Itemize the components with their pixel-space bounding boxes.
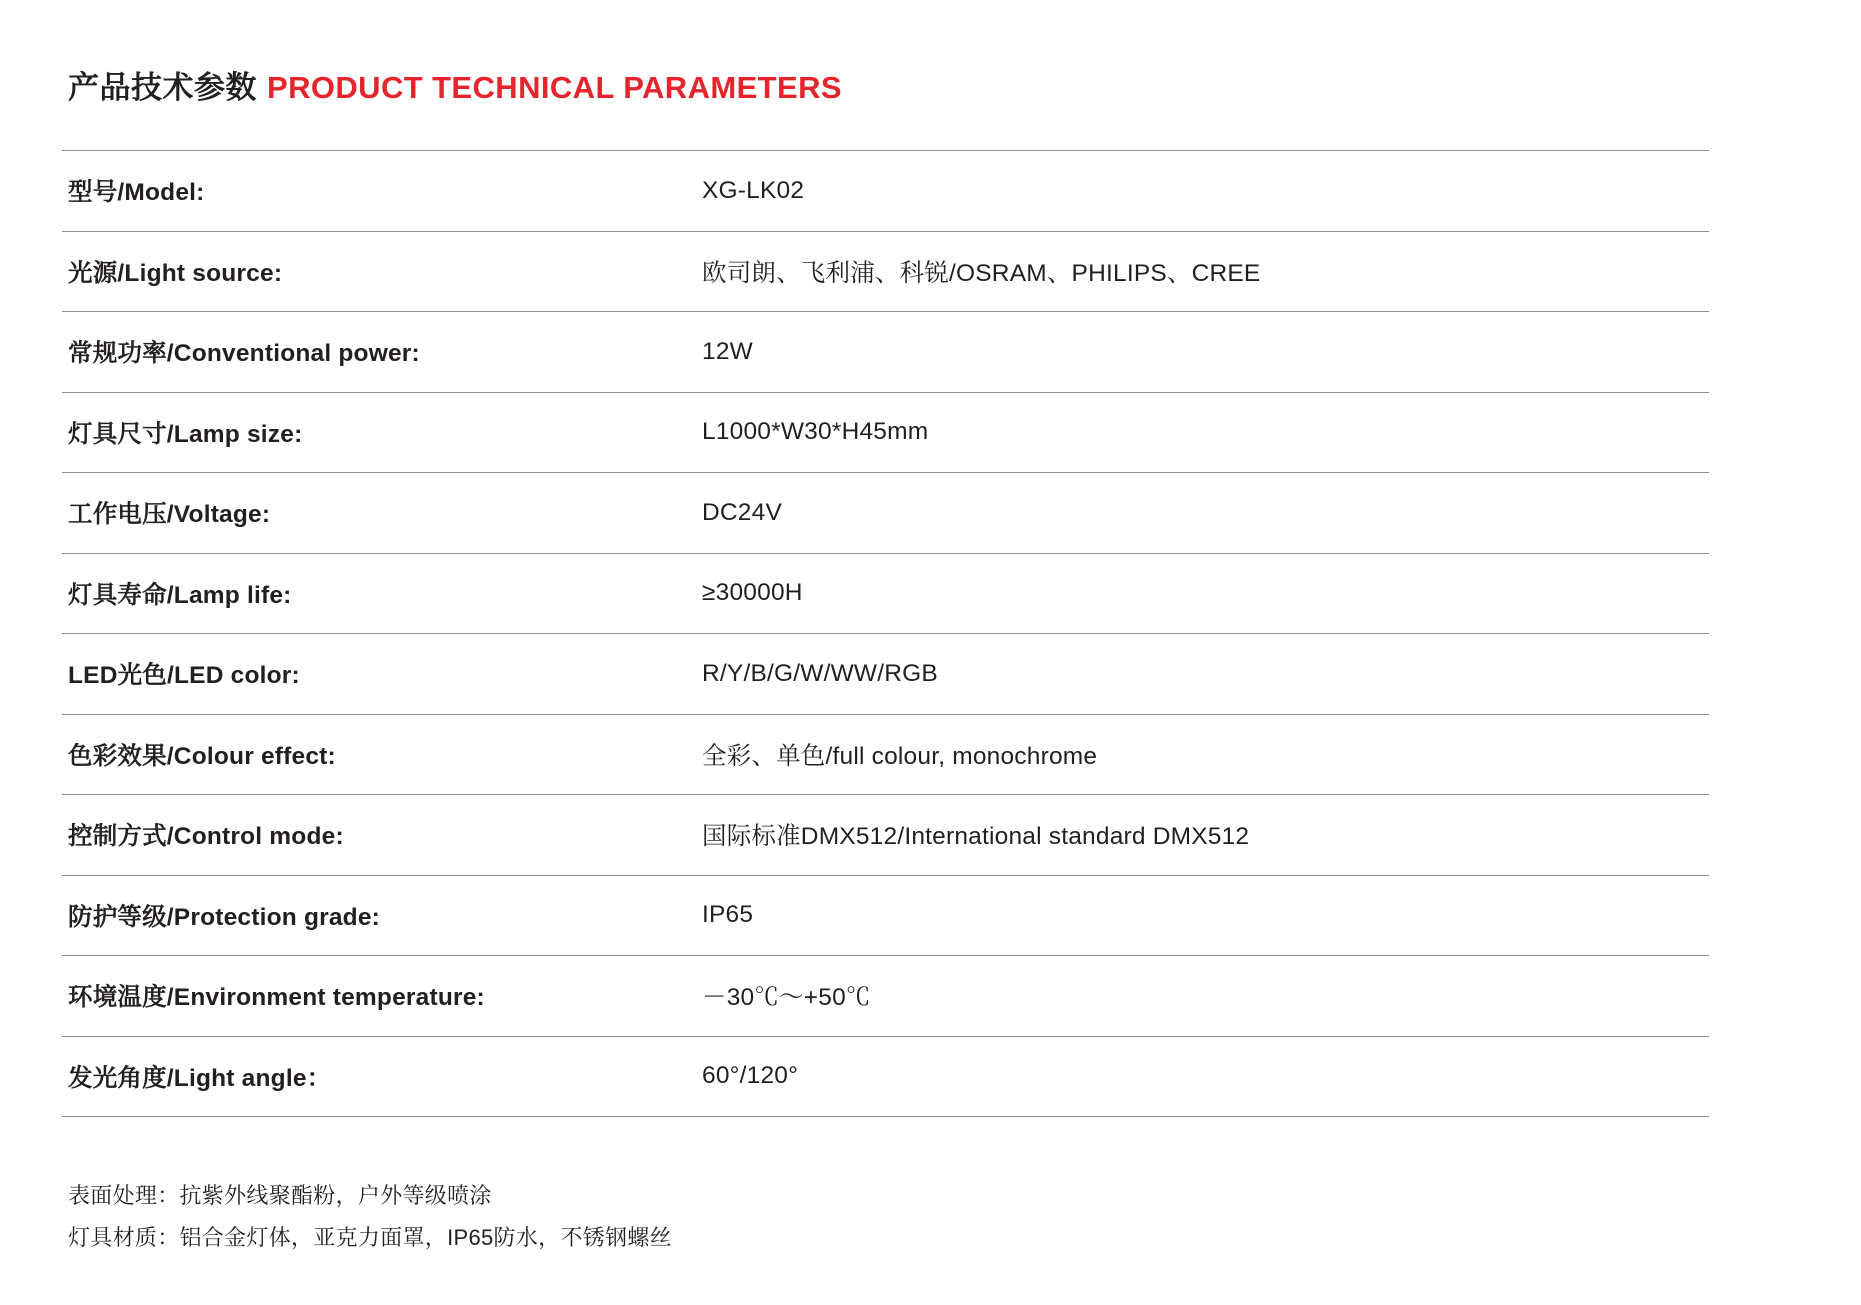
- page-title-cn: 产品技术参数: [68, 70, 257, 105]
- spec-label: 控制方式/Control mode:: [68, 823, 344, 851]
- notes-block: [68, 1175, 672, 1259]
- spec-value: 全彩、单色/full colour, monochrome: [702, 742, 1098, 770]
- spec-label: 防护等级/Protection grade:: [68, 903, 381, 931]
- spec-label: 灯具寿命/Lamp life:: [68, 581, 292, 609]
- spec-value: DC24V: [702, 498, 782, 526]
- table-row: [62, 311, 1709, 392]
- table-row: [62, 392, 1709, 473]
- spec-value: 12W: [702, 337, 753, 365]
- spec-label: 常规功率/Conventional power:: [68, 340, 420, 368]
- spec-value: ≥30000H: [702, 579, 803, 607]
- spec-value: L1000*W30*H45mm: [702, 418, 929, 446]
- note-lamp-material: 灯具材质：铝合金灯体，亚克力面罩，IP65防水，不锈钢螺丝: [68, 1225, 672, 1250]
- table-row: [62, 955, 1709, 1036]
- spec-label: 光源/Light source:: [68, 259, 283, 287]
- spec-value: XG-LK02: [702, 176, 805, 204]
- table-row: [62, 794, 1709, 875]
- spec-table: [62, 150, 1709, 1117]
- page-title-en: PRODUCT TECHNICAL PARAMETERS: [267, 70, 842, 105]
- spec-label: 色彩效果/Colour effect:: [68, 742, 336, 770]
- spec-value: R/Y/B/G/W/WW/RGB: [702, 659, 938, 687]
- note-surface-treatment: 表面处理：抗紫外线聚酯粉，户外等级喷涂: [68, 1183, 492, 1208]
- table-row: [62, 875, 1709, 956]
- table-row: [62, 714, 1709, 795]
- table-row: [62, 150, 1709, 231]
- table-row: [62, 633, 1709, 714]
- spec-label: 型号/Model:: [68, 179, 205, 207]
- spec-label: 环境温度/Environment temperature:: [68, 984, 485, 1012]
- spec-label: LED光色/LED color:: [68, 662, 300, 690]
- table-row: [62, 231, 1709, 312]
- spec-label: 灯具尺寸/Lamp size:: [68, 420, 303, 448]
- spec-label: 工作电压/Voltage:: [68, 501, 271, 529]
- table-row: [62, 1036, 1709, 1118]
- page-title: [68, 62, 842, 107]
- spec-value: 国际标准DMX512/International standard DMX512: [702, 823, 1250, 851]
- spec-value: 60°/120°: [702, 1062, 799, 1090]
- spec-label: 发光角度/Light angle：: [68, 1064, 332, 1092]
- spec-value: IP65: [702, 901, 754, 929]
- spec-value: 欧司朗、飞利浦、科锐/OSRAM、PHILIPS、CREE: [702, 259, 1261, 287]
- table-row: [62, 553, 1709, 634]
- spec-value: －30℃～+50℃: [702, 984, 871, 1012]
- table-row: [62, 472, 1709, 553]
